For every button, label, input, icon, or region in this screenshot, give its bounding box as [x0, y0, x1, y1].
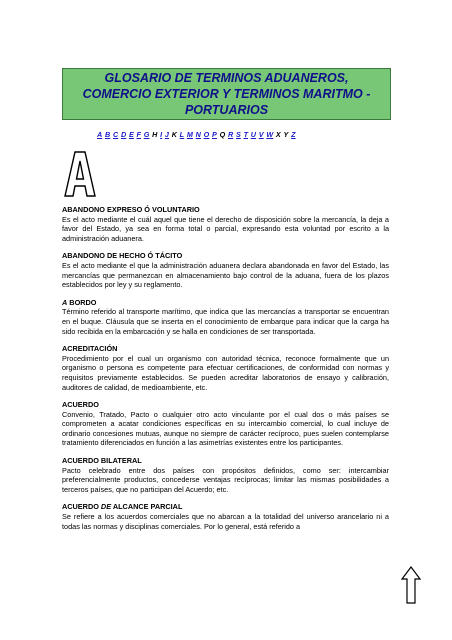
- alphabet-letter-w[interactable]: W: [266, 130, 274, 139]
- alphabet-letter-k: K: [171, 130, 177, 139]
- title-line-2: COMERCIO EXTERIOR Y TERMINOS MARITMO -: [82, 87, 371, 101]
- glossary-term: ABANDONO EXPRESO Ó VOLUNTARIO: [62, 205, 200, 214]
- alphabet-letter-e[interactable]: E: [128, 130, 134, 139]
- alphabet-letter-x: X: [275, 130, 281, 139]
- glossary-term: ACUERDO DE ALCANCE PARCIAL: [62, 502, 183, 512]
- alphabet-letter-l[interactable]: L: [179, 130, 185, 139]
- alphabet-letter-t[interactable]: T: [243, 130, 249, 139]
- glossary-definition: Convenio, Tratado, Pacto o cualquier otro acto vinculante por el cual dos o más países se comprometen a acatar condiciones específicas en su intercambio comercial, lo cual incluye de ordinario concesiones mutuas, aunque no siempre de carácter recíproco, pues suelen contemplarse tratamiento diferenciados en función a las asimetrías existentes entre los participantes.: [62, 409, 389, 448]
- alphabet-letter-b[interactable]: B: [104, 130, 111, 139]
- alphabet-letter-s[interactable]: S: [235, 130, 241, 139]
- glossary-term: ABANDONO DE HECHO Ó TÁCITO: [62, 251, 183, 261]
- alphabet-letter-p[interactable]: P: [212, 130, 217, 139]
- alphabet-letter-q: Q: [219, 130, 226, 139]
- alphabet-letter-z[interactable]: Z: [291, 130, 296, 139]
- alphabet-letter-v[interactable]: V: [258, 130, 264, 139]
- alphabet-letter-o[interactable]: O: [203, 130, 210, 139]
- alphabet-letter-f[interactable]: F: [136, 130, 142, 139]
- glossary-definition: Es el acto mediante el que la administración aduanera declara abandonada en favor del Estado, las mercancías que permanezcan en almacenamiento bajo control de la aduana, fuera de los plazos establecidos por ley y su reglamento.: [62, 260, 389, 290]
- glossary-definition: Procedimiento por el cual un organismo con autoridad técnica, reconoce formalmente que un organismo o persona es competente para efectuar certificaciones, de conformidad con normas y requisitos previamente establecidos. Se pueden acreditar laboratorios de ensayo y calibración, auditores de calidad, de medioambiente, etc.: [62, 353, 389, 392]
- glossary-term: ACUERDO: [62, 400, 99, 410]
- glossary-definition: Es el acto mediante el cuál aquel que tiene el derecho de disposición sobre la mercancía, la deja a favor del Estado, ya sea en forma total o parcial, expresando esta voluntad por escrito a la administración aduanera.: [62, 214, 389, 243]
- alphabet-letter-i[interactable]: I: [160, 130, 163, 139]
- glossary-term: A BORDO: [62, 297, 97, 307]
- alphabet-letter-c[interactable]: C: [112, 130, 119, 139]
- back-to-top-arrow-icon[interactable]: [400, 565, 422, 605]
- glossary-definition: Término referido al transporte marítimo, que indica que las mercancías a transportar se encuentran en el buque. Cláusula que se inserta en el conocimiento de embarque para indicar que la carga ha sido recibida en la embarcación y se halla en condiciones de ser transportada.: [62, 307, 389, 336]
- glossary-term: ACUERDO BILATERAL: [62, 456, 142, 466]
- glossary-entries: [62, 205, 389, 531]
- glossary-definition: Se refiere a los acuerdos comerciales que no abarcan a la totalidad del universo arancelario ni a todas las normas y disciplinas comerciales. Por lo general, está referido a: [62, 512, 389, 531]
- glossary-definition: Pacto celebrado entre dos países con propósitos definidos, como ser: intercambiar preferencialmente productos, concederse ventajas recíprocas; limitar las mismas posibilidades a terceros países, que no participan del Acuerdo; etc.: [62, 465, 389, 494]
- alphabet-letter-j[interactable]: J: [164, 130, 169, 139]
- section-letter-a-icon: [63, 150, 97, 198]
- title-line-3: PORTUARIOS: [184, 103, 269, 117]
- alphabet-letter-n[interactable]: N: [195, 130, 201, 139]
- alphabet-letter-u[interactable]: U: [250, 130, 257, 139]
- alphabet-letter-a[interactable]: A: [97, 130, 103, 139]
- title-line-1: GLOSARIO DE TERMINOS ADUANEROS,: [104, 71, 349, 85]
- alphabet-letter-h: H: [152, 130, 158, 139]
- alphabet-letter-y: Y: [283, 130, 289, 139]
- alphabet-index-nav: [97, 130, 298, 139]
- alphabet-letter-g[interactable]: G: [143, 130, 150, 139]
- alphabet-letter-m[interactable]: M: [186, 130, 193, 139]
- alphabet-letter-d[interactable]: D: [120, 130, 127, 139]
- alphabet-letter-r[interactable]: R: [228, 130, 234, 139]
- glossary-term: ACREDITACIÓN: [62, 344, 118, 354]
- glossary-title-banner: [62, 68, 391, 120]
